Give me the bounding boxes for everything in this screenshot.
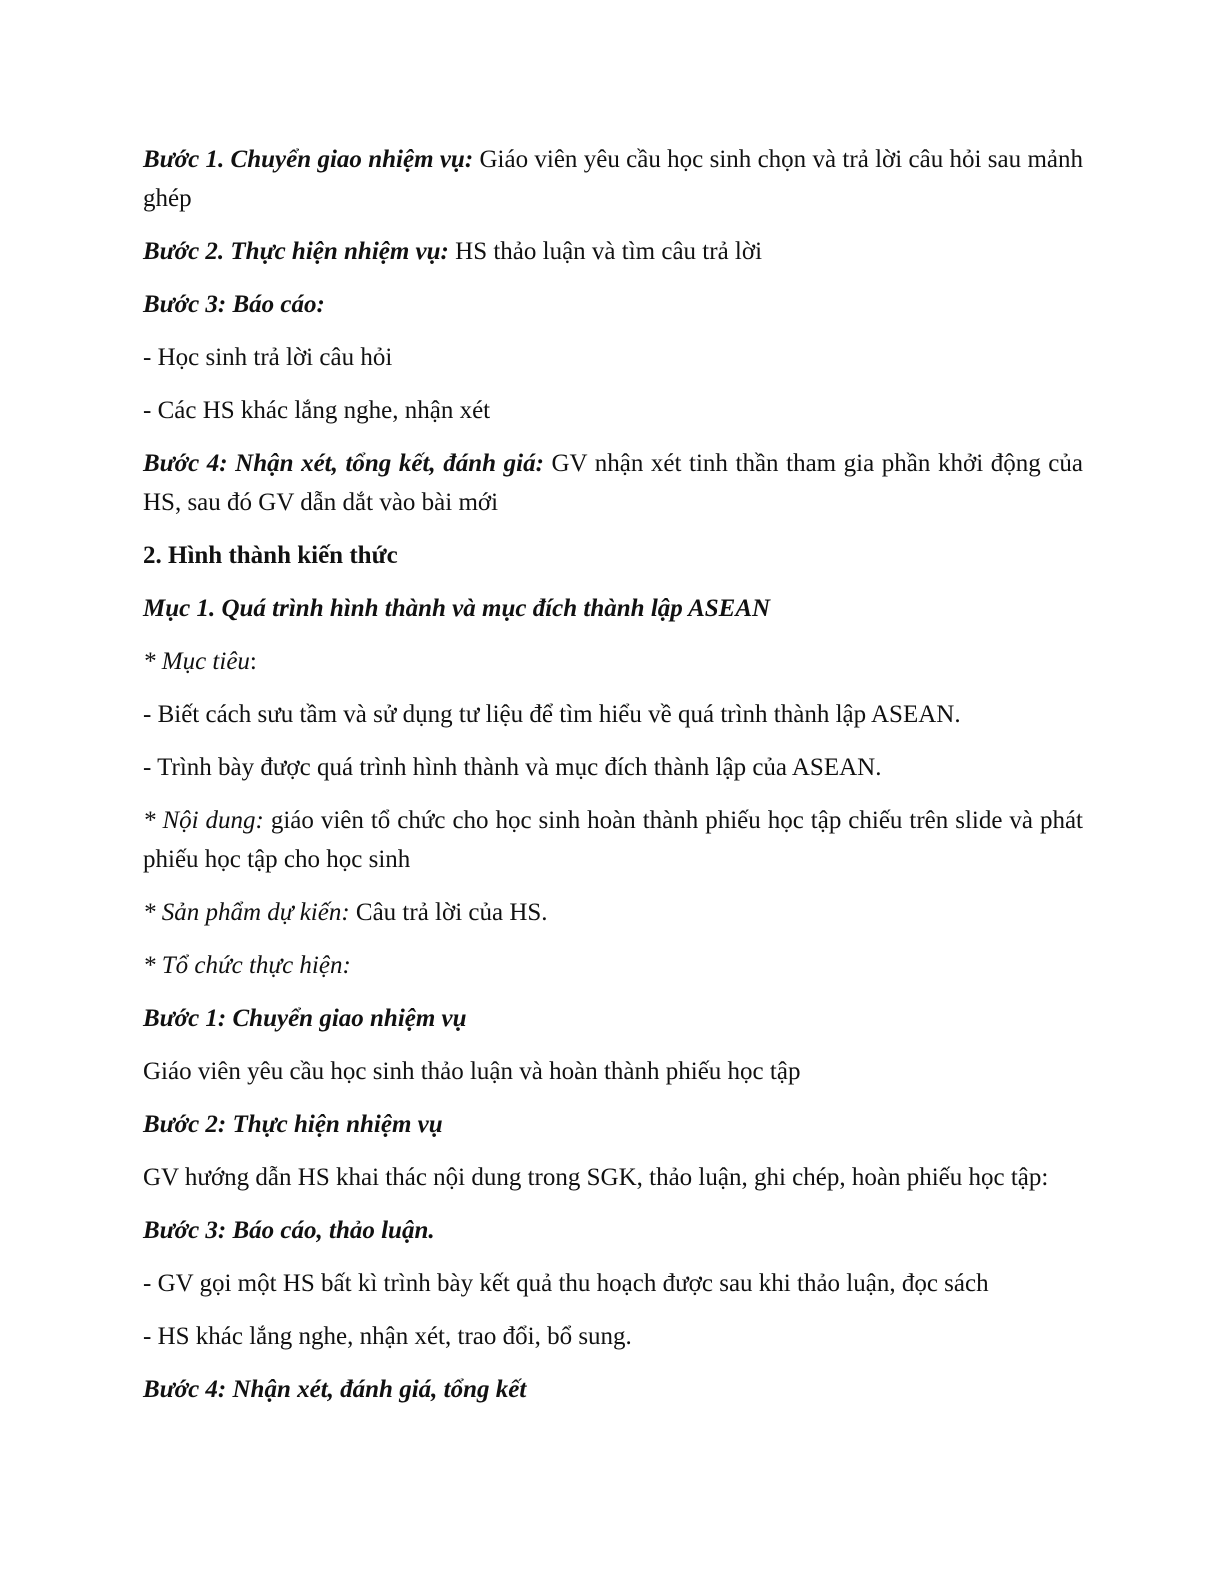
- objectives-paragraph: [143, 642, 1083, 681]
- step3-heading-text: Bước 3: Báo cáo, thảo luận.: [143, 1217, 435, 1244]
- product-label: * Sản phẩm dự kiến:: [143, 899, 350, 926]
- list-item-text: - GV gọi một HS bất kì trình bày kết quả thu hoạch được sau khi thảo luận, đọc sách: [143, 1270, 989, 1297]
- organization-label: * Tổ chức thực hiện:: [143, 952, 351, 979]
- list-item-text: - Trình bày được quá trình hình thành và mục đích thành lập của ASEAN.: [143, 754, 882, 781]
- list-item: [143, 338, 1083, 377]
- list-item: [143, 1317, 1083, 1356]
- step3-heading: [143, 1211, 1083, 1250]
- body-paragraph: [143, 1158, 1083, 1197]
- document-page: [143, 140, 1083, 1423]
- list-item-text: - Các HS khác lắng nghe, nhận xét: [143, 397, 491, 424]
- list-item-text: - HS khác lắng nghe, nhận xét, trao đổi, bổ sung.: [143, 1323, 632, 1350]
- subsection-heading: [143, 589, 1083, 628]
- content-paragraph: [143, 801, 1083, 879]
- step4-heading: [143, 1370, 1083, 1409]
- step4-label: Bước 4: Nhận xét, tổng kết, đánh giá:: [143, 450, 544, 477]
- list-item: [143, 391, 1083, 430]
- product-paragraph: [143, 893, 1083, 932]
- section-heading: [143, 536, 1083, 575]
- section-heading-text: 2. Hình thành kiến thức: [143, 542, 398, 569]
- step2-label: Bước 2. Thực hiện nhiệm vụ:: [143, 238, 449, 265]
- step4-heading-text: Bước 4: Nhận xét, đánh giá, tổng kết: [143, 1376, 527, 1403]
- list-item-text: - Biết cách sưu tầm và sử dụng tư liệu để tìm hiểu về quá trình thành lập ASEAN.: [143, 701, 961, 728]
- step2-paragraph: [143, 232, 1083, 271]
- objectives-label: * Mục tiêu: [143, 648, 250, 675]
- step1-paragraph: [143, 140, 1083, 218]
- content-text: giáo viên tổ chức cho học sinh hoàn thành phiếu học tập chiếu trên slide và phát phiếu học tập cho học sinh: [143, 807, 1083, 873]
- step1-label: Bước 1. Chuyển giao nhiệm vụ:: [143, 146, 474, 173]
- body-paragraph: [143, 1052, 1083, 1091]
- product-text: Câu trả lời của HS.: [349, 899, 548, 926]
- organization-paragraph: [143, 946, 1083, 985]
- step1-text: Giáo viên yêu cầu học sinh chọn và trả lời câu hỏi sau mảnh ghép: [143, 146, 1083, 212]
- step4-paragraph: [143, 444, 1083, 522]
- step3-paragraph: [143, 285, 1083, 324]
- body-text: GV hướng dẫn HS khai thác nội dung trong SGK, thảo luận, ghi chép, hoàn phiếu học tập:: [143, 1164, 1049, 1191]
- list-item: [143, 1264, 1083, 1303]
- list-item-text: - Học sinh trả lời câu hỏi: [143, 344, 393, 371]
- list-item: [143, 748, 1083, 787]
- step2-heading-text: Bước 2: Thực hiện nhiệm vụ: [143, 1111, 443, 1138]
- body-text: Giáo viên yêu cầu học sinh thảo luận và hoàn thành phiếu học tập: [143, 1058, 801, 1085]
- step2-heading: [143, 1105, 1083, 1144]
- step3-label: Bước 3: Báo cáo:: [143, 291, 325, 318]
- step1-heading: [143, 999, 1083, 1038]
- objectives-colon: :: [249, 648, 257, 675]
- step4-text: GV nhận xét tinh thần tham gia phần khởi động của HS, sau đó GV dẫn dắt vào bài mới: [143, 450, 1083, 516]
- step1-heading-text: Bước 1: Chuyển giao nhiệm vụ: [143, 1005, 467, 1032]
- content-label: * Nội dung:: [143, 807, 264, 834]
- subsection-heading-text: Mục 1. Quá trình hình thành và mục đích thành lập ASEAN: [143, 595, 771, 622]
- step2-text: HS thảo luận và tìm câu trả lời: [448, 238, 763, 265]
- list-item: [143, 695, 1083, 734]
